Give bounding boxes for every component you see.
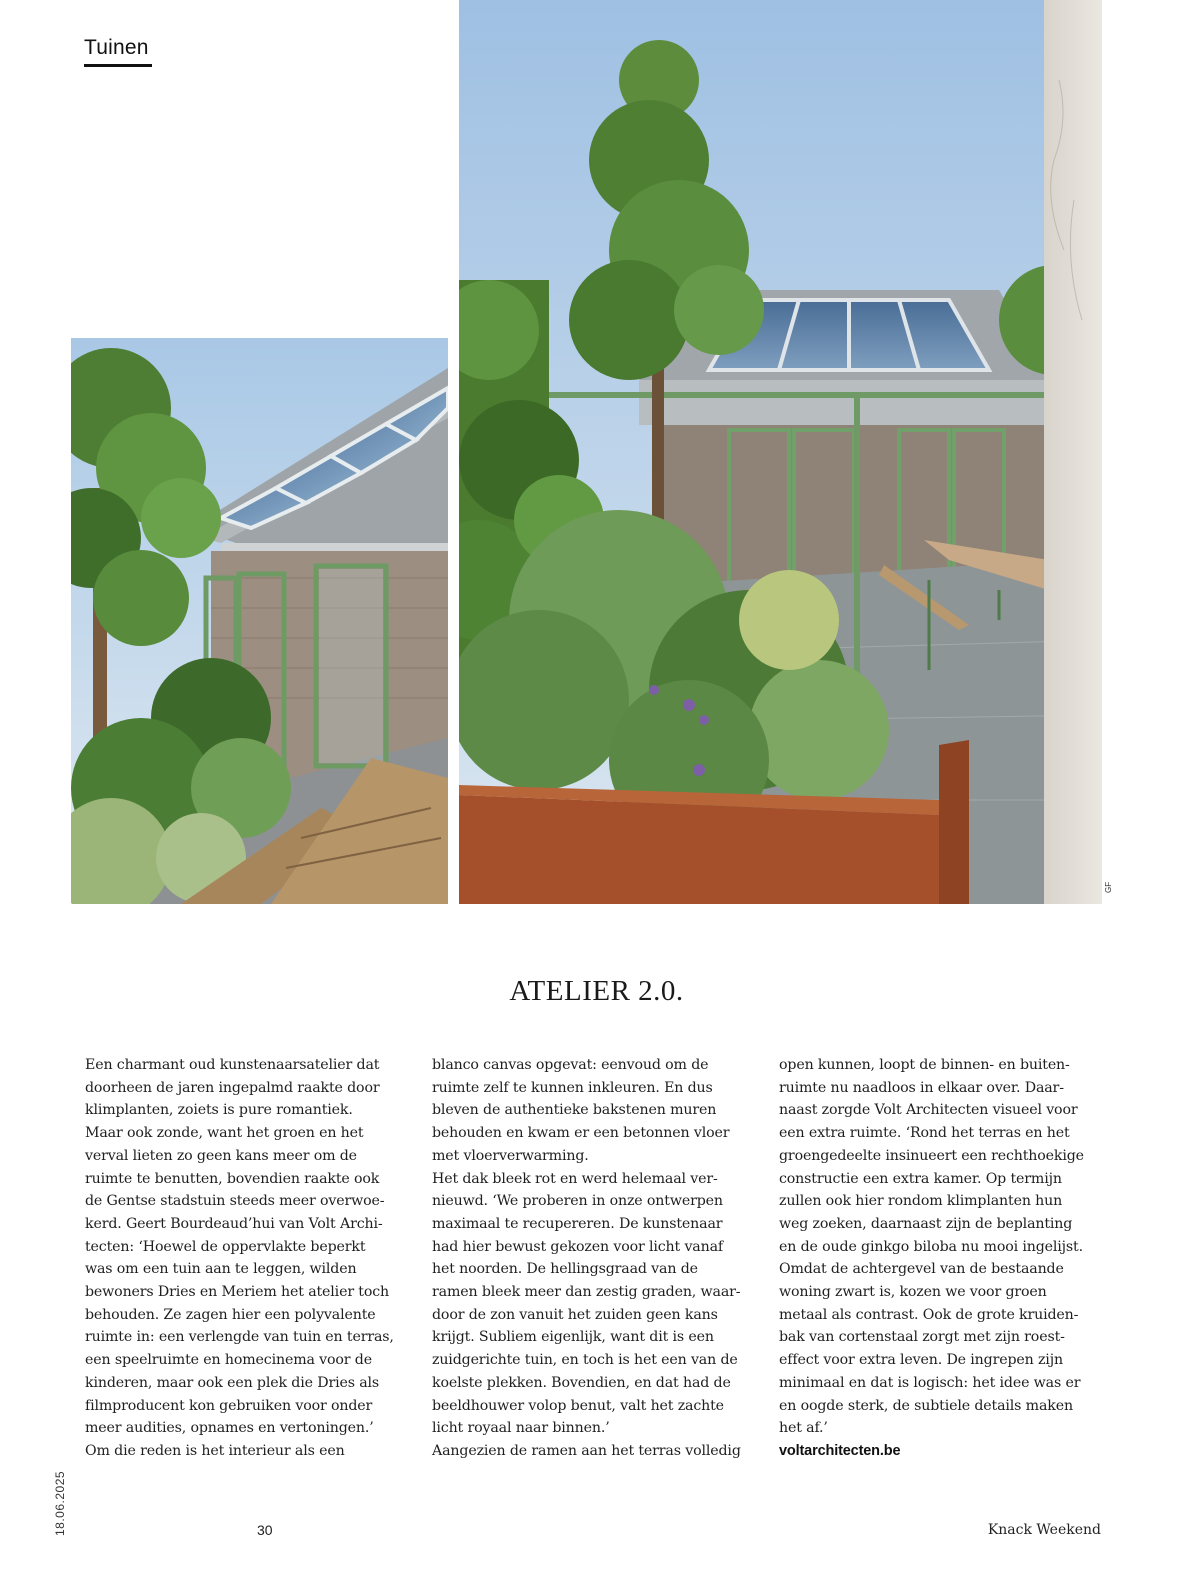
text-line: behouden. Ze zagen hier een polyvalente — [85, 1306, 376, 1323]
section-label: Tuinen — [84, 36, 149, 59]
text-line: ruimte nu naadloos in elkaar over. Daar- — [779, 1079, 1064, 1096]
text-line: behouden en kwam er een betonnen vloer — [432, 1125, 730, 1142]
text-line: ramen bleek meer dan zestig graden, waar- — [432, 1284, 741, 1301]
text-line: ruimte zelf te kunnen inkleuren. En dus — [432, 1079, 713, 1096]
text-line: doorheen de jaren ingepalmd raakte door — [85, 1079, 380, 1096]
text-line: kinderen, maar ook een plek die Dries als — [85, 1374, 380, 1391]
page-number: 30 — [257, 1522, 273, 1538]
text-line: de Gentse stadstuin steeds meer overwoe- — [85, 1193, 385, 1210]
text-line: beeldhouwer volop benut, valt het zachte — [432, 1397, 724, 1414]
text-line: bewoners Dries en Meriem het atelier toch — [85, 1284, 390, 1301]
issue-date: 18.06.2025 — [53, 1470, 67, 1536]
text-line: en oogde sterk, de subtiele details maken — [779, 1397, 1073, 1414]
text-line: het af.’ — [779, 1420, 828, 1437]
text-line: maximaal te recupereren. De kunstenaar — [432, 1215, 723, 1232]
article-headline: ATELIER 2.0. — [509, 975, 684, 1007]
text-line: een speelruimte en homecinema voor de — [85, 1352, 372, 1369]
text-line: weg zoeken, daarnaast zijn de beplanting — [779, 1215, 1073, 1232]
text-line: meer audities, opnames en vertoningen.’ — [85, 1420, 374, 1437]
text-line: groengedeelte insinueert een rechthoekige — [779, 1147, 1084, 1164]
text-line: en de oude ginkgo biloba nu mooi ingelijst. — [779, 1238, 1083, 1255]
text-line: klimplanten, zoiets is pure romantiek. — [85, 1102, 353, 1119]
text-line: verval lieten zo geen kans meer om de — [85, 1147, 357, 1164]
text-line: open kunnen, loopt de binnen- en buiten- — [779, 1057, 1070, 1073]
article-column-2 — [432, 1054, 757, 1463]
text-line: door de zon vanuit het zuiden geen kans — [432, 1306, 718, 1323]
text-line: woning zwart is, kozen we voor groen — [779, 1284, 1047, 1301]
text-line: Een charmant oud kunstenaarsatelier dat — [85, 1057, 380, 1073]
article-column-3 — [779, 1054, 1109, 1463]
atelier-photo-left — [71, 338, 448, 904]
text-line: krijgt. Subliem eigenlijk, want dit is een — [432, 1329, 714, 1346]
text-line: tecten: ‘Hoewel de oppervlakte beperkt — [85, 1238, 366, 1255]
photo-credit: GF — [1104, 881, 1113, 893]
text-line: met vloerverwarming. — [432, 1147, 589, 1164]
text-line: bak van cortenstaal zorgt met zijn roest- — [779, 1329, 1065, 1346]
text-line: had hier bewust gekozen voor licht vanaf — [432, 1238, 724, 1255]
text-line: naast zorgde Volt Architecten visueel voor — [779, 1102, 1078, 1119]
text-line: Omdat de achtergevel van de bestaande — [779, 1261, 1064, 1278]
section-rule — [84, 64, 152, 67]
text-line: effect voor extra leven. De ingrepen zijn — [779, 1352, 1063, 1369]
text-line: zuidgerichte tuin, en toch is het een van de — [432, 1352, 738, 1369]
text-line: minimaal en dat is logisch: het idee was er — [779, 1374, 1081, 1391]
website-link[interactable]: voltarchitecten.be — [779, 1442, 901, 1459]
text-line: ruimte te benutten, bovendien raakte ook — [85, 1170, 380, 1187]
text-line: Maar ook zonde, want het groen en het — [85, 1125, 364, 1142]
text-line: metaal als contrast. Ook de grote kruiden- — [779, 1306, 1079, 1323]
text-line: blanco canvas opgevat: eenvoud om de — [432, 1057, 709, 1073]
magazine-name: Knack Weekend — [987, 1522, 1101, 1538]
text-line: het noorden. De hellingsgraad van de — [432, 1261, 698, 1278]
text-line: ruimte in: een verlengde van tuin en terras, — [85, 1329, 394, 1346]
text-line: Aangezien de ramen aan het terras volledig — [432, 1442, 741, 1459]
text-line: zullen ook hier rondom klimplanten hun — [779, 1193, 1063, 1210]
text-line: een extra ruimte. ‘Rond het terras en het — [779, 1125, 1070, 1142]
text-line: was om een tuin aan te leggen, wilden — [85, 1261, 357, 1278]
text-line: licht royaal naar binnen.’ — [432, 1420, 610, 1437]
text-line: constructie een extra kamer. Op termijn — [779, 1170, 1062, 1187]
text-line: Om die reden is het interieur als een — [85, 1442, 345, 1459]
garden-photo-right — [459, 0, 1102, 904]
text-line: Het dak bleek rot en werd helemaal ver- — [432, 1170, 718, 1187]
article-column-1 — [85, 1054, 405, 1463]
text-line: koelste plekken. Bovendien, en dat had de — [432, 1374, 731, 1391]
text-line: filmproducent kon gebruiken voor onder — [85, 1397, 373, 1414]
text-line: nieuwd. ‘We proberen in onze ontwerpen — [432, 1193, 723, 1210]
text-line: kerd. Geert Bourdeaud’hui van Volt Archi- — [85, 1215, 383, 1232]
text-line: bleven de authentieke bakstenen muren — [432, 1102, 717, 1119]
